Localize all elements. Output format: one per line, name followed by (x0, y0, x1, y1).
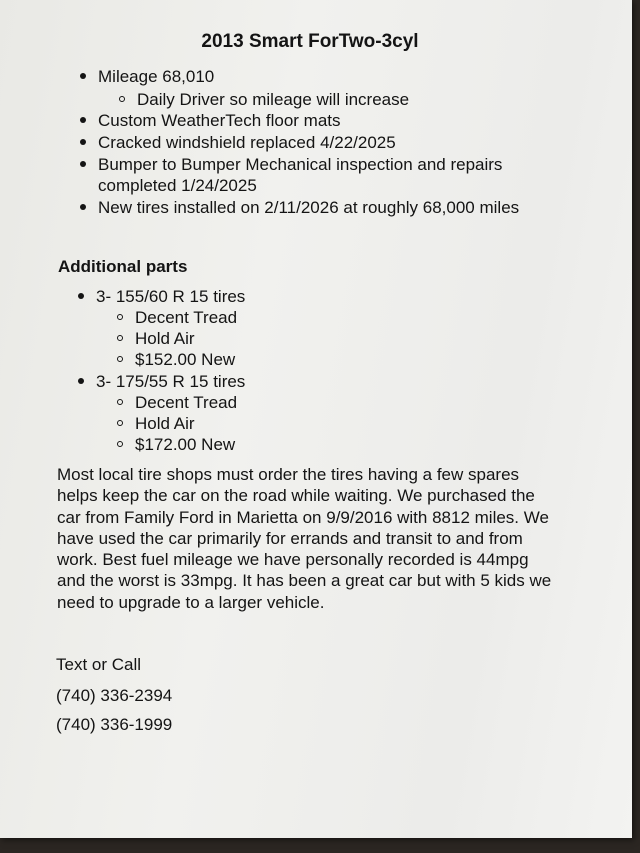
tire-set-1-tread: Decent Tread (135, 308, 238, 327)
tire-set-1-label: 3- 155/60 R 15 tires (96, 287, 246, 306)
paragraph-line: and the worst is 33mpg. It has been a great car but with 5 kids we (57, 571, 552, 591)
description-paragraph (57, 464, 597, 613)
bullet-marker (80, 117, 86, 123)
tire-set-1-air: Hold Air (135, 329, 195, 348)
bullet-marker (80, 73, 86, 79)
feature-inspection: Bumper to Bumper Mechanical inspection and repairs (98, 155, 503, 174)
contact-label: Text or Call (56, 655, 142, 674)
phone-number-1: (740) 336-2394 (56, 686, 173, 705)
sub-bullet-marker (117, 356, 123, 362)
sub-bullet-marker (117, 399, 123, 405)
paragraph-line: helps keep the car on the road while waiting. We purchased the (57, 486, 535, 506)
tire-set-2-price: $172.00 New (135, 435, 236, 454)
sub-bullet-marker (117, 441, 123, 447)
feature-new-tires: New tires installed on 2/11/2026 at roughly 68,000 miles (98, 198, 520, 217)
bullet-marker (78, 293, 84, 299)
feature-daily-driver: Daily Driver so mileage will increase (137, 90, 410, 109)
tire-set-1-price: $152.00 New (135, 350, 236, 369)
feature-floor-mats: Custom WeatherTech floor mats (98, 111, 341, 130)
sub-bullet-marker (117, 314, 123, 320)
bullet-marker (80, 204, 86, 210)
sub-bullet-marker (119, 96, 125, 102)
paragraph-line: need to upgrade to a larger vehicle. (57, 592, 325, 612)
paragraph-line: car from Family Ford in Marietta on 9/9/2016 with 8812 miles. We (57, 507, 549, 527)
bullet-marker (80, 161, 86, 167)
sub-bullet-marker (117, 335, 123, 341)
bullet-marker (80, 139, 86, 145)
feature-mileage: Mileage 68,010 (98, 67, 215, 86)
paragraph-line: have used the car primarily for errands and transit to and from (57, 528, 523, 548)
additional-parts-heading: Additional parts (58, 257, 188, 276)
paragraph-line: Most local tire shops must order the tires having a few spares (57, 465, 520, 484)
tire-set-2-tread: Decent Tread (135, 393, 238, 412)
tire-set-2-label: 3- 175/55 R 15 tires (96, 372, 246, 391)
feature-windshield: Cracked windshield replaced 4/22/2025 (98, 133, 396, 152)
phone-number-2: (740) 336-1999 (56, 715, 173, 734)
feature-inspection-date: completed 1/24/2025 (98, 176, 257, 195)
paragraph-line: work. Best fuel mileage we have personally recorded is 44mpg (57, 550, 529, 570)
page-title: 2013 Smart ForTwo-3cyl (201, 31, 419, 52)
tire-set-2-air: Hold Air (135, 414, 195, 433)
bullet-marker (78, 378, 84, 384)
sub-bullet-marker (117, 420, 123, 426)
